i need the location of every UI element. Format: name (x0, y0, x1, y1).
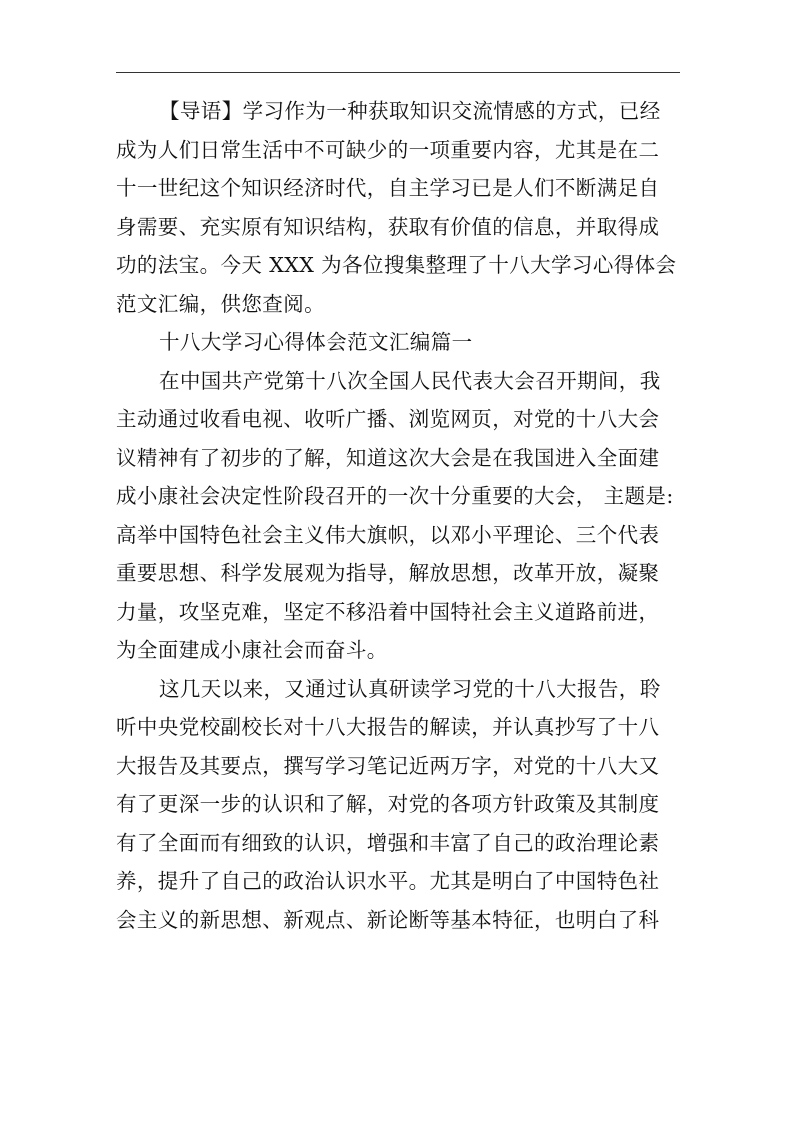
paragraph-line: 高举中国特色社会主义伟大旗帜，以邓小平理论、三个代表 (116, 522, 660, 547)
paragraph-line: 为全面建成小康社会而奋斗。 (116, 638, 388, 662)
body-paragraph-1 (116, 362, 680, 670)
intro-paragraph (116, 92, 680, 323)
header-rule (116, 72, 680, 73)
paragraph-line: 有了更深一步的认识和了解，对党的各项方针政策及其制度 (116, 792, 660, 816)
paragraph-line: 重要思想、科学发展观为指导，解放思想，改革开放，凝聚 (116, 561, 660, 585)
body-paragraph-2 (116, 670, 680, 940)
intro-line: 成为人们日常生活中不可缺少的一项重要内容，尤其是在二 (116, 137, 660, 162)
intro-line: 十一世纪这个知识经济时代，自主学习已是人们不断满足自 (116, 176, 660, 200)
paragraph-line: 大报告及其要点，撰写学习笔记近两万字，对党的十八大又 (116, 753, 660, 778)
section-title-text: 十八大学习心得体会范文汇编篇一 (159, 330, 473, 354)
paragraph-line: 成小康社会决定性阶段召开的一次十分重要的大会， 主题是: (116, 484, 674, 508)
paragraph-line: 听中央党校副校长对十八大报告的解读，并认真抄写了十八 (116, 715, 660, 739)
paragraph-line: 会主义的新思想、新观点、新论断等基本特征，也明白了科 (116, 907, 660, 932)
document-body (116, 92, 680, 939)
intro-line: 身需要、充实原有知识结构，获取有价值的信息，并取得成 (116, 214, 660, 239)
paragraph-line: 主动通过收看电视、收听广播、浏览网页，对党的十八大会 (116, 407, 660, 431)
section-title (116, 323, 680, 362)
paragraph-line: 在中国共产党第十八次全国人民代表大会召开期间，我 (159, 368, 661, 393)
intro-line: 【导语】学习作为一种获取知识交流情感的方式，已经 (159, 99, 661, 123)
intro-line: 功的法宝。今天 XXX 为各位搜集整理了十八大学习心得体会 (116, 253, 677, 277)
intro-line: 范文汇编，供您查阅。 (116, 291, 325, 316)
paragraph-line: 有了全面而有细致的认识，增强和丰富了自己的政治理论素 (116, 830, 660, 855)
paragraph-line: 议精神有了初步的了解，知道这次大会是在我国进入全面建 (116, 445, 660, 470)
paragraph-line: 这几天以来，又通过认真研读学习党的十八大报告，聆 (159, 676, 661, 701)
paragraph-line: 力量，攻坚克难，坚定不移沿着中国特社会主义道路前进， (116, 599, 660, 624)
paragraph-line: 养，提升了自己的政治认识水平。尤其是明白了中国特色社 (116, 869, 660, 893)
